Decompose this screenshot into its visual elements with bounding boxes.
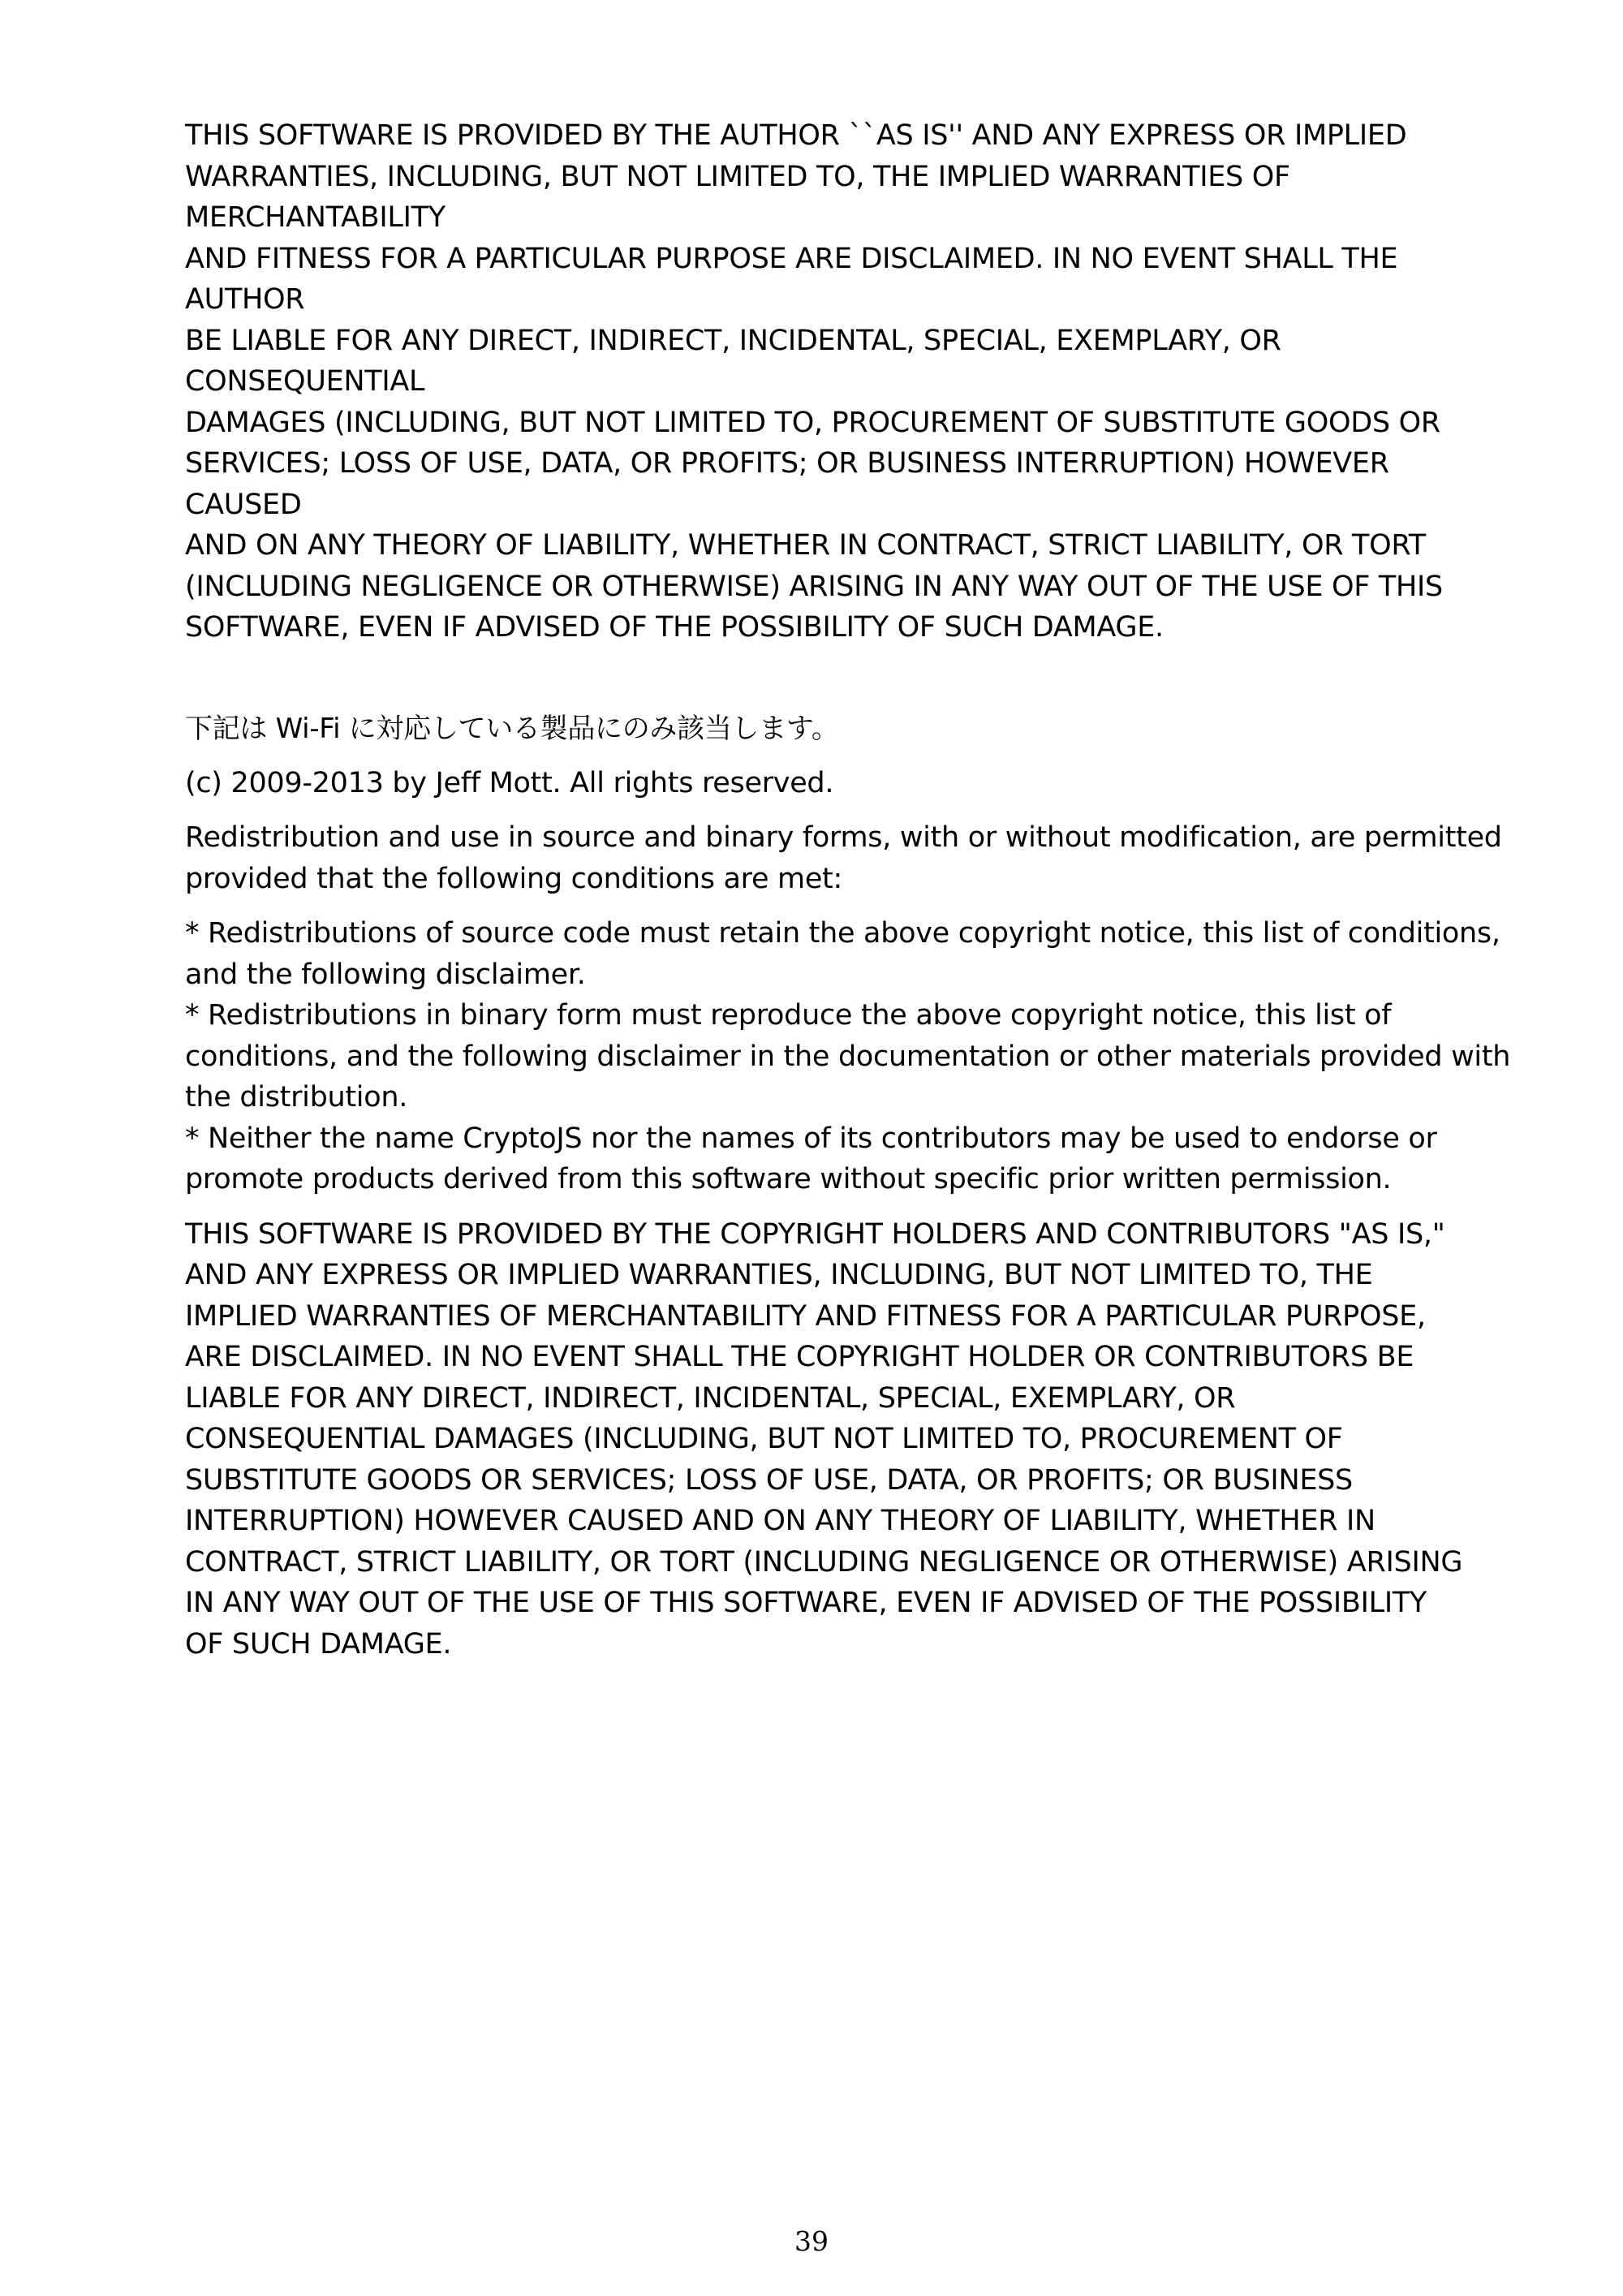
license-disclaimer-author bbox=[185, 115, 1483, 648]
license-line: WARRANTIES, INCLUDING, BUT NOT LIMITED TO, THE IMPLIED WARRANTIES OF bbox=[185, 160, 1290, 193]
redistribution-paragraph bbox=[185, 817, 1502, 899]
redistribution-line: Redistribution and use in source and binary forms, with or without modification, are permitted bbox=[185, 821, 1502, 854]
condition-line: promote products derived from this software without specific prior written permission. bbox=[185, 1163, 1392, 1195]
license-disclaimer-contributors bbox=[185, 1214, 1483, 1665]
disclaimer-line: OF SUCH DAMAGE. bbox=[185, 1627, 452, 1661]
disclaimer-line: IMPLIED WARRANTIES OF MERCHANTABILITY AND FITNESS FOR A PARTICULAR PURPOSE, bbox=[185, 1299, 1426, 1333]
conditions-list bbox=[185, 913, 1511, 1200]
redistribution-line: provided that the following conditions are met: bbox=[185, 862, 842, 895]
disclaimer-line: THIS SOFTWARE IS PROVIDED BY THE COPYRIGHT HOLDERS AND CONTRIBUTORS "AS IS," bbox=[185, 1217, 1445, 1251]
license-line: (INCLUDING NEGLIGENCE OR OTHERWISE) ARISING IN ANY WAY OUT OF THE USE OF THIS bbox=[185, 570, 1443, 603]
license-line: BE LIABLE FOR ANY DIRECT, INDIRECT, INCIDENTAL, SPECIAL, EXEMPLARY, OR bbox=[185, 324, 1281, 357]
disclaimer-line: AND ANY EXPRESS OR IMPLIED WARRANTIES, INCLUDING, BUT NOT LIMITED TO, THE bbox=[185, 1259, 1373, 1291]
license-line: SOFTWARE, EVEN IF ADVISED OF THE POSSIBILITY OF SUCH DAMAGE. bbox=[185, 611, 1164, 644]
condition-line: * Redistributions of source code must retain the above copyright notice, this list of conditions, bbox=[185, 917, 1500, 950]
condition-line: and the following disclaimer. bbox=[185, 958, 586, 991]
wifi-note: 下記は Wi-Fi に対応している製品にのみ該当します。 bbox=[185, 712, 839, 745]
license-line: AND FITNESS FOR A PARTICULAR PURPOSE ARE DISCLAIMED. IN NO EVENT SHALL THE bbox=[185, 242, 1398, 275]
document-body bbox=[185, 115, 1511, 1665]
copyright-notice: (c) 2009-2013 by Jeff Mott. All rights reserved. bbox=[185, 766, 834, 799]
license-line: CAUSED bbox=[185, 488, 302, 521]
condition-line: the distribution. bbox=[185, 1081, 408, 1114]
disclaimer-line: CONTRACT, STRICT LIABILITY, OR TORT (INCLUDING NEGLIGENCE OR OTHERWISE) ARISING bbox=[185, 1545, 1463, 1579]
disclaimer-line: LIABLE FOR ANY DIRECT, INDIRECT, INCIDENTAL, SPECIAL, EXEMPLARY, OR bbox=[185, 1381, 1236, 1415]
license-line: AUTHOR bbox=[185, 283, 305, 316]
license-line: DAMAGES (INCLUDING, BUT NOT LIMITED TO, PROCUREMENT OF SUBSTITUTE GOODS OR bbox=[185, 406, 1440, 439]
condition-line: conditions, and the following disclaimer in the documentation or other materials provided with bbox=[185, 1040, 1511, 1073]
condition-line: * Neither the name CryptoJS nor the names of its contributors may be used to endorse or bbox=[185, 1122, 1437, 1155]
disclaimer-line: SUBSTITUTE GOODS OR SERVICES; LOSS OF USE, DATA, OR PROFITS; OR BUSINESS bbox=[185, 1463, 1353, 1497]
condition-line: * Redistributions in binary form must reproduce the above copyright notice, this list of bbox=[185, 999, 1392, 1032]
disclaimer-line: ARE DISCLAIMED. IN NO EVENT SHALL THE COPYRIGHT HOLDER OR CONTRIBUTORS BE bbox=[185, 1341, 1414, 1373]
disclaimer-line: IN ANY WAY OUT OF THE USE OF THIS SOFTWARE, EVEN IF ADVISED OF THE POSSIBILITY bbox=[185, 1587, 1427, 1619]
license-line: MERCHANTABILITY bbox=[185, 201, 446, 234]
disclaimer-line: INTERRUPTION) HOWEVER CAUSED AND ON ANY THEORY OF LIABILITY, WHETHER IN bbox=[185, 1505, 1375, 1537]
license-line: AND ON ANY THEORY OF LIABILITY, WHETHER IN CONTRACT, STRICT LIABILITY, OR TORT bbox=[185, 529, 1426, 562]
page-number: 39 bbox=[794, 2225, 829, 2257]
license-line: CONSEQUENTIAL bbox=[185, 365, 425, 398]
license-line: THIS SOFTWARE IS PROVIDED BY THE AUTHOR ``AS IS'' AND ANY EXPRESS OR IMPLIED bbox=[185, 119, 1407, 152]
disclaimer-line: CONSEQUENTIAL DAMAGES (INCLUDING, BUT NOT LIMITED TO, PROCUREMENT OF bbox=[185, 1423, 1343, 1455]
license-line: SERVICES; LOSS OF USE, DATA, OR PROFITS; OR BUSINESS INTERRUPTION) HOWEVER bbox=[185, 447, 1389, 480]
